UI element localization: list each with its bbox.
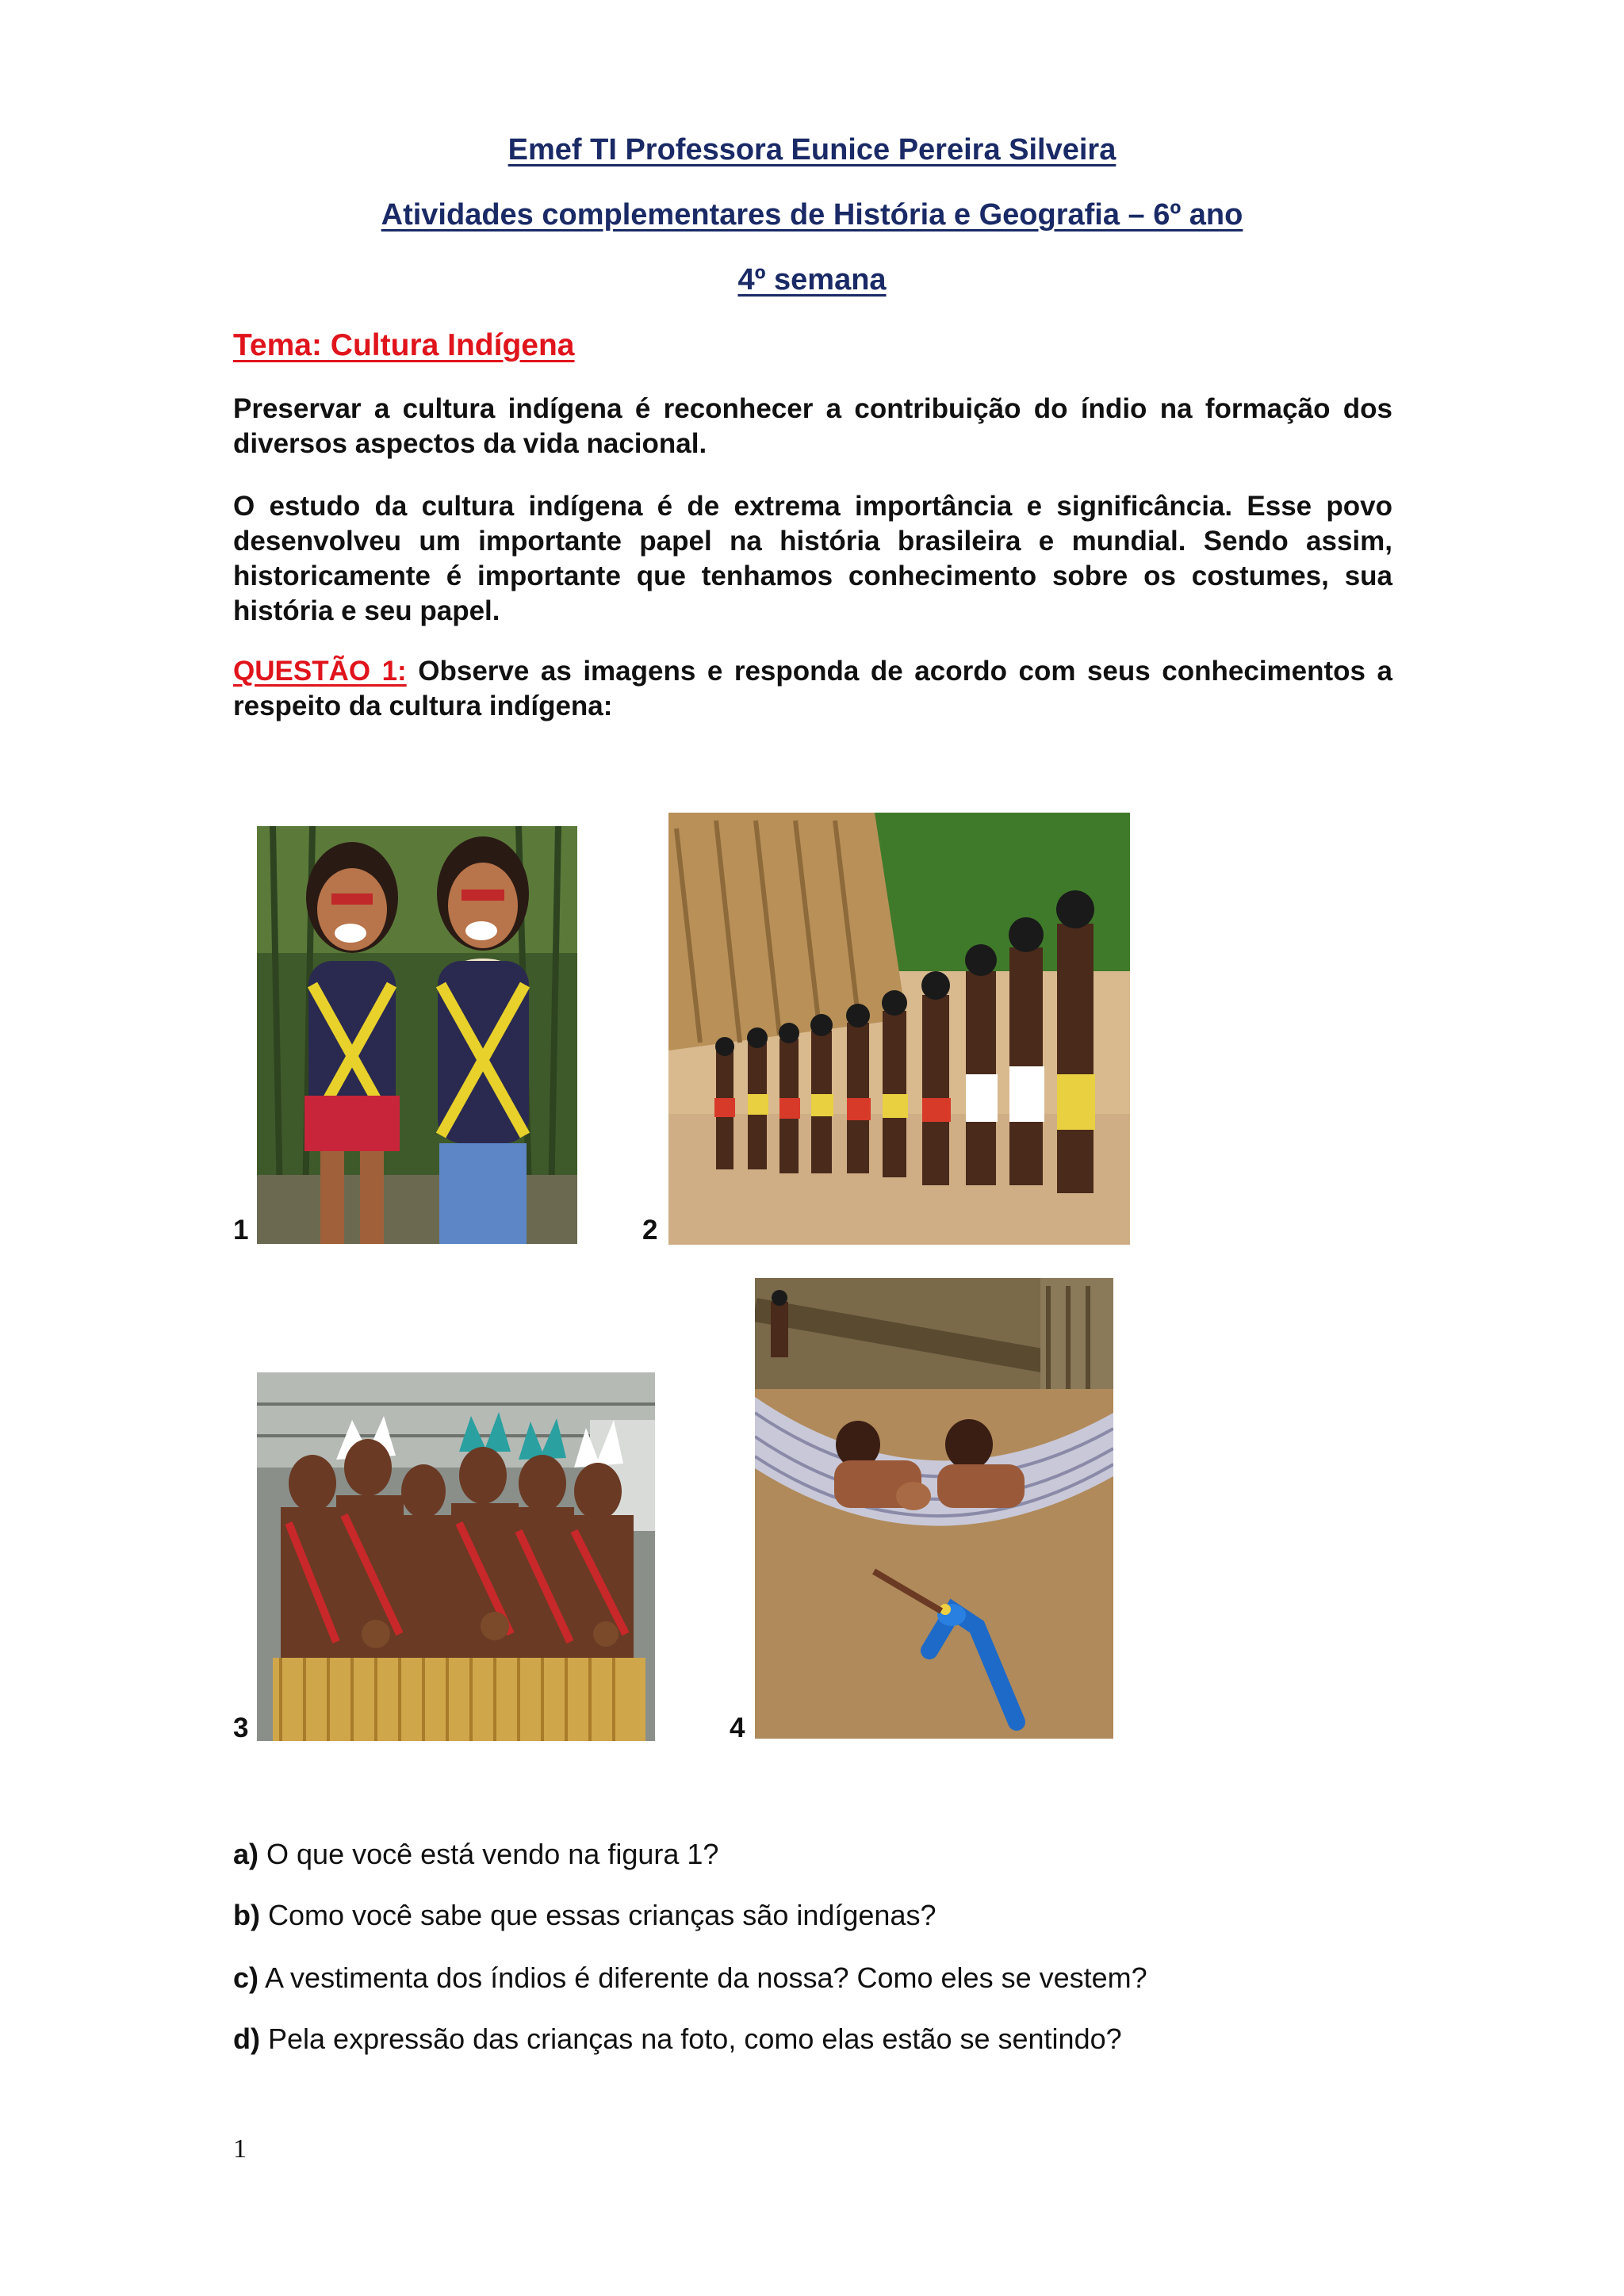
subquestion-b-text: Como você sabe que essas crianças são indígenas? xyxy=(259,1899,936,1931)
question-1-label: QUESTÃO 1: xyxy=(233,656,407,687)
subquestion-c-text: A vestimenta dos índios é diferente da nossa? Como eles se vestem? xyxy=(259,1961,1147,1994)
school-title: Emef TI Professora Eunice Pereira Silveira xyxy=(508,133,1116,166)
figure-4-number: 4 xyxy=(730,1712,745,1743)
theme-heading: Tema: Cultura Indígena xyxy=(233,328,575,362)
figure-3-photo xyxy=(257,1372,655,1741)
subquestion-d-text: Pela expressão das crianças na foto, como elas estão se sentindo? xyxy=(259,2022,1122,2055)
figure-4-photo xyxy=(755,1278,1113,1739)
figure-2-number: 2 xyxy=(642,1215,658,1246)
subquestion-b xyxy=(233,1899,936,1932)
intro-paragraph-2: O estudo da cultura indígena é de extrema importância e significância. Esse povo desenvolveu um importante papel na história brasileira e mundial. Sendo assim, historicamente é importante que tenhamos conhecimento sobre os costumes, sua história e seu papel. xyxy=(233,491,1392,626)
subquestion-a xyxy=(233,1838,718,1871)
subquestion-c-letter: c) xyxy=(233,1961,259,1994)
figure-2-photo xyxy=(668,813,1130,1245)
figure-1-number: 1 xyxy=(233,1215,249,1246)
subquestion-d-letter: d) xyxy=(233,2022,260,2055)
subquestion-d xyxy=(233,2022,1122,2056)
page-number: 1 xyxy=(233,2134,247,2164)
figure-1-photo xyxy=(257,826,577,1244)
question-1-text: Observe as imagens e responda de acordo com seus conhecimentos a respeito da cultura indígena: xyxy=(233,656,1392,721)
intro-paragraph-1: Preservar a cultura indígena é reconhecer a contribuição do índio na formação dos diversos aspectos da vida nacional. xyxy=(233,393,1392,459)
figure-3-number: 3 xyxy=(233,1712,249,1743)
activity-title: Atividades complementares de História e Geografia – 6º ano xyxy=(381,198,1243,232)
subquestion-b-letter: b) xyxy=(233,1899,260,1931)
subquestion-a-text: O que você está vendo na figura 1? xyxy=(259,1838,719,1870)
week-title: 4º semana xyxy=(737,263,887,297)
subquestion-c xyxy=(233,1961,1147,1995)
question-1-prompt xyxy=(233,654,1392,724)
subquestion-a-letter: a) xyxy=(233,1838,259,1870)
